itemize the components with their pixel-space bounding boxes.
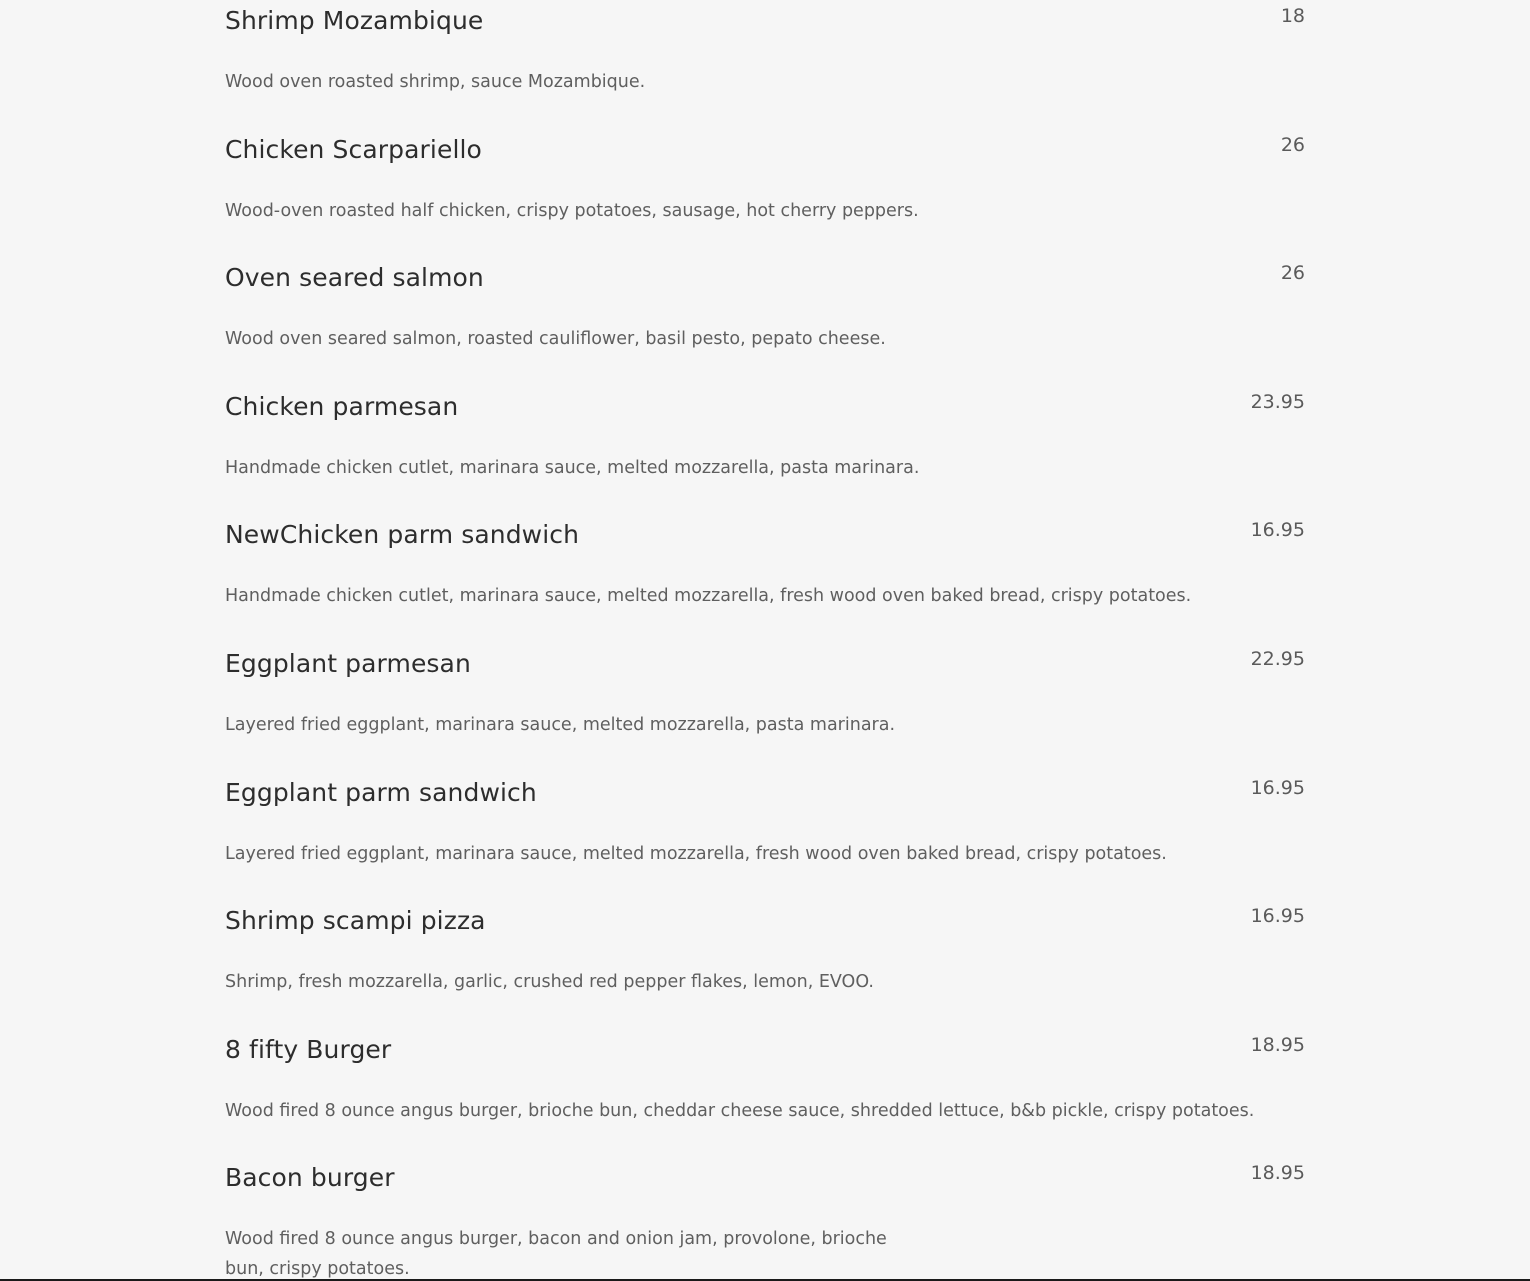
menu-item-name: Chicken Scarpariello (225, 134, 482, 164)
menu-item (225, 257, 1305, 386)
menu-item (225, 386, 1305, 515)
menu-item-name: Bacon burger (225, 1163, 395, 1193)
menu-item (225, 129, 1305, 258)
menu-item-description: Layered fried eggplant, marinara sauce, melted mozzarella, pasta marinara. (225, 714, 896, 735)
menu-item-price: 18.95 (1250, 1033, 1305, 1056)
menu-item-price: 26 (1280, 262, 1305, 285)
menu-item-price: 23.95 (1250, 390, 1305, 413)
menu-item-description: Layered fried eggplant, marinara sauce, melted mozzarella, fresh wood oven baked bread, crispy potatoes. (225, 843, 1167, 864)
menu-item-description: Wood fired 8 ounce angus burger, brioche bun, cheddar cheese sauce, shredded lettuce, b&b pickle, crispy potatoes. (225, 1100, 1255, 1121)
menu-item-price: 16.95 (1250, 905, 1305, 928)
menu-item (225, 900, 1305, 1029)
menu-item-price: 16.95 (1250, 519, 1305, 542)
menu-item-price: 16.95 (1250, 776, 1305, 799)
menu-item-price: 26 (1280, 133, 1305, 156)
menu-item (225, 643, 1305, 772)
menu-item-price: 22.95 (1250, 647, 1305, 670)
menu-item (225, 1029, 1305, 1158)
menu-item-price: 18.95 (1250, 1162, 1305, 1185)
menu-item (225, 1157, 1305, 1281)
menu-item-description: Wood oven seared salmon, roasted cauliflower, basil pesto, pepato cheese. (225, 329, 886, 350)
menu-item-description: Wood fired 8 ounce angus burger, bacon and onion jam, provolone, brioche bun, crispy potatoes. (225, 1229, 887, 1280)
menu-item-name: Shrimp scampi pizza (225, 906, 486, 936)
menu-item-name: NewChicken parm sandwich (225, 520, 580, 550)
menu-item-name: Chicken parmesan (225, 391, 459, 421)
menu-item-description: Handmade chicken cutlet, marinara sauce, melted mozzarella, pasta marinara. (225, 457, 920, 478)
menu-item-name: Oven seared salmon (225, 263, 484, 293)
menu-list (225, 0, 1305, 1281)
menu-item-name: Eggplant parmesan (225, 648, 471, 678)
menu-item-name: Eggplant parm sandwich (225, 777, 537, 807)
menu-item-description: Wood-oven roasted half chicken, crispy potatoes, sausage, hot cherry peppers. (225, 200, 919, 221)
menu-item-price: 18 (1280, 5, 1305, 27)
menu-item (225, 0, 1305, 129)
menu-item-name: 8 fifty Burger (225, 1034, 392, 1064)
menu-item-name: Shrimp Mozambique (225, 6, 484, 35)
menu-item-description: Handmade chicken cutlet, marinara sauce, melted mozzarella, fresh wood oven baked bread, crispy potatoes. (225, 586, 1192, 607)
menu-item-description: Wood oven roasted shrimp, sauce Mozambique. (225, 72, 646, 92)
menu-item (225, 772, 1305, 901)
menu-item-description: Shrimp, fresh mozzarella, garlic, crushed red pepper flakes, lemon, EVOO. (225, 972, 874, 993)
menu-item (225, 514, 1305, 643)
